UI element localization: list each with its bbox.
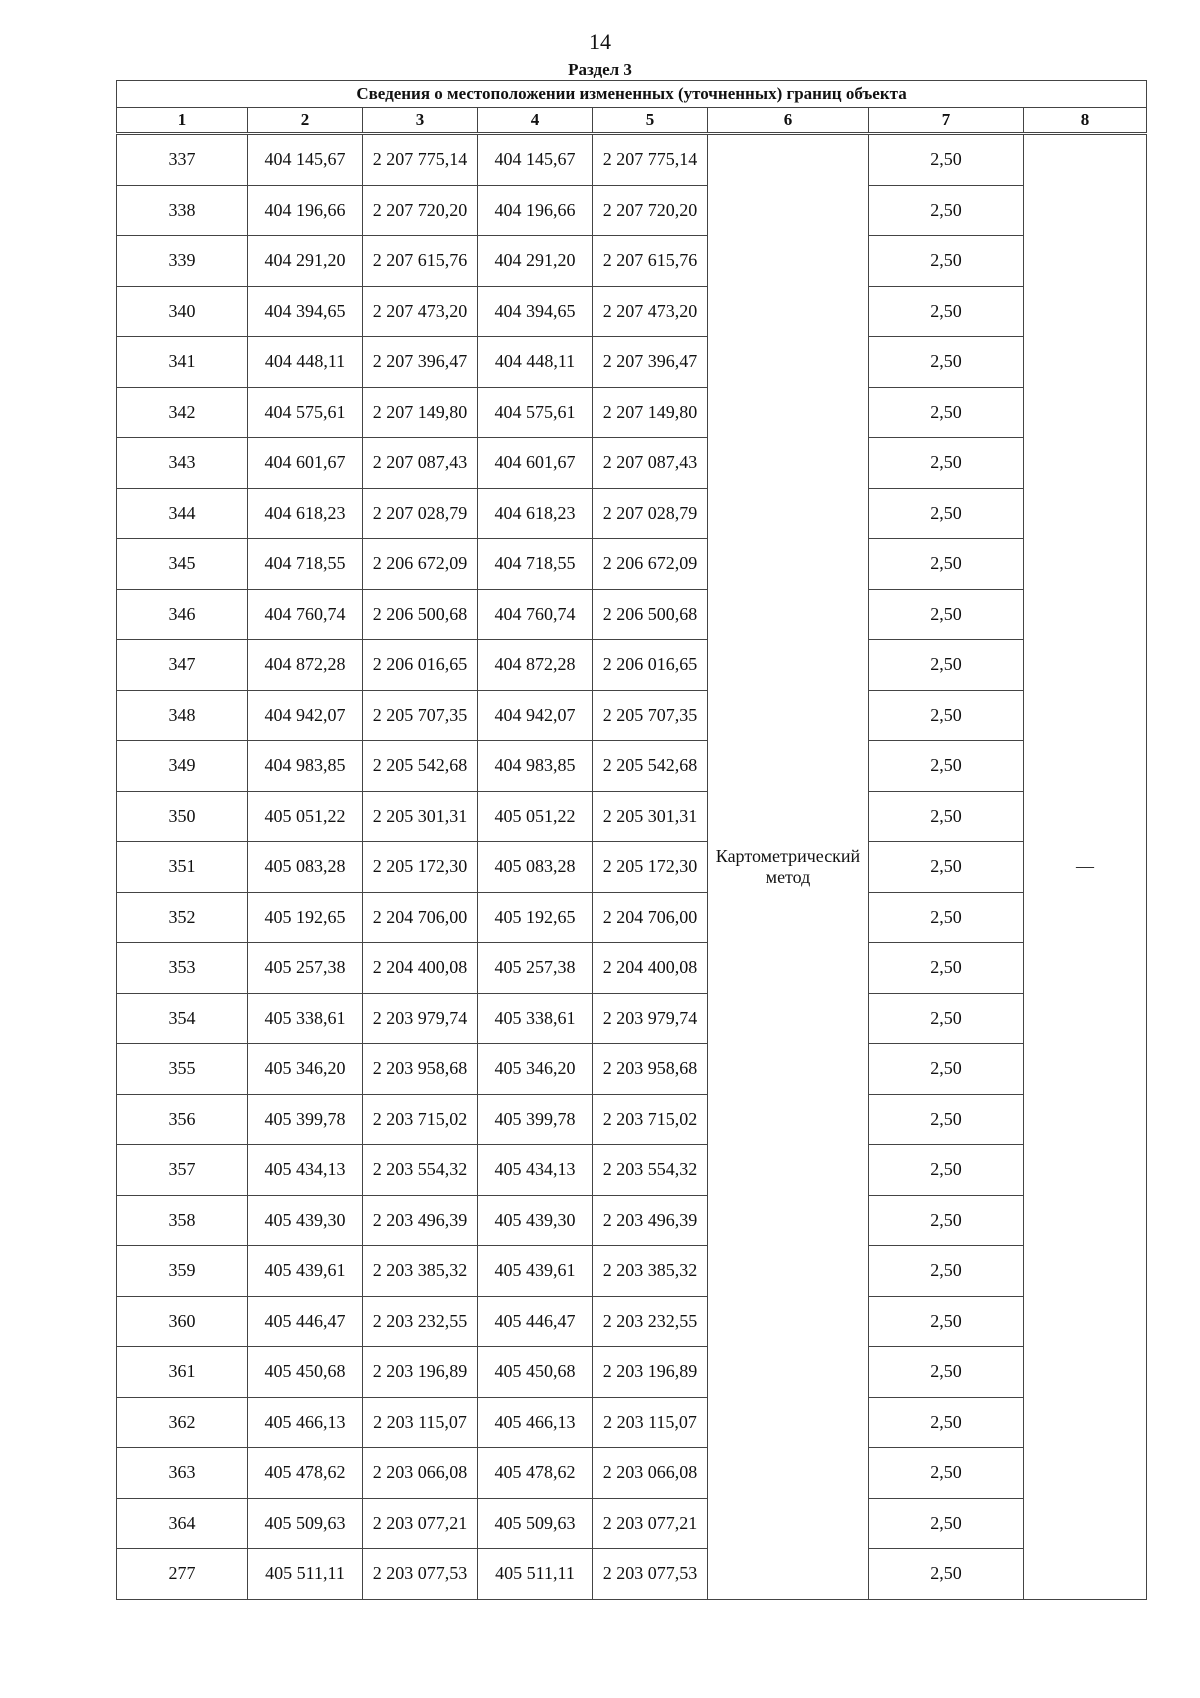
- table-row: [117, 993, 1147, 1044]
- table-row: [117, 1347, 1147, 1398]
- existing-y-cell: 2 203 979,74: [363, 993, 478, 1044]
- accuracy-cell: 2,50: [869, 589, 1024, 640]
- table-row: [117, 1044, 1147, 1095]
- accuracy-cell: 2,50: [869, 1246, 1024, 1297]
- table-row: [117, 690, 1147, 741]
- refined-x-cell: 405 439,30: [478, 1195, 593, 1246]
- column-number-row: [117, 108, 1147, 134]
- refined-y-cell: 2 207 396,47: [593, 337, 708, 388]
- refined-x-cell: 404 448,11: [478, 337, 593, 388]
- table-row: [117, 589, 1147, 640]
- accuracy-cell: 2,50: [869, 1195, 1024, 1246]
- existing-x-cell: 405 509,63: [248, 1498, 363, 1549]
- table-row: [117, 387, 1147, 438]
- table-title: Сведения о местоположении измененных (уточненных) границ объекта: [117, 81, 1147, 108]
- method-text: Картометрический метод: [715, 845, 861, 887]
- existing-y-cell: 2 205 707,35: [363, 690, 478, 741]
- refined-y-cell: 2 207 720,20: [593, 185, 708, 236]
- existing-x-cell: 405 083,28: [248, 842, 363, 893]
- refined-x-cell: 404 872,28: [478, 640, 593, 691]
- boundary-coordinates-table: [116, 80, 1147, 1600]
- refined-x-cell: 404 196,66: [478, 185, 593, 236]
- refined-y-cell: 2 206 500,68: [593, 589, 708, 640]
- point-number-cell: 344: [117, 488, 248, 539]
- point-number-cell: 362: [117, 1397, 248, 1448]
- refined-x-cell: 404 718,55: [478, 539, 593, 590]
- existing-x-cell: 405 399,78: [248, 1094, 363, 1145]
- accuracy-cell: 2,50: [869, 1296, 1024, 1347]
- refined-x-cell: 405 509,63: [478, 1498, 593, 1549]
- existing-y-cell: 2 203 115,07: [363, 1397, 478, 1448]
- point-number-cell: 337: [117, 134, 248, 186]
- refined-x-cell: 405 399,78: [478, 1094, 593, 1145]
- point-number-cell: 356: [117, 1094, 248, 1145]
- accuracy-cell: 2,50: [869, 387, 1024, 438]
- point-number-cell: 352: [117, 892, 248, 943]
- existing-x-cell: 405 192,65: [248, 892, 363, 943]
- refined-x-cell: 404 942,07: [478, 690, 593, 741]
- table-row: [117, 1145, 1147, 1196]
- existing-y-cell: 2 207 149,80: [363, 387, 478, 438]
- accuracy-cell: 2,50: [869, 842, 1024, 893]
- table-row: [117, 791, 1147, 842]
- point-number-cell: 361: [117, 1347, 248, 1398]
- existing-x-cell: 404 872,28: [248, 640, 363, 691]
- existing-y-cell: 2 205 172,30: [363, 842, 478, 893]
- table-row: [117, 842, 1147, 893]
- point-number-cell: 340: [117, 286, 248, 337]
- accuracy-cell: 2,50: [869, 1549, 1024, 1600]
- refined-y-cell: 2 207 775,14: [593, 134, 708, 186]
- table-row: [117, 337, 1147, 388]
- existing-y-cell: 2 203 077,53: [363, 1549, 478, 1600]
- refined-x-cell: 405 257,38: [478, 943, 593, 994]
- existing-x-cell: 404 718,55: [248, 539, 363, 590]
- refined-x-cell: 405 338,61: [478, 993, 593, 1044]
- existing-y-cell: 2 204 400,08: [363, 943, 478, 994]
- refined-y-cell: 2 203 715,02: [593, 1094, 708, 1145]
- column-number-7: 7: [869, 108, 1024, 134]
- existing-y-cell: 2 207 775,14: [363, 134, 478, 186]
- table-row: [117, 892, 1147, 943]
- refined-y-cell: 2 203 232,55: [593, 1296, 708, 1347]
- refined-x-cell: 405 446,47: [478, 1296, 593, 1347]
- page-number: 14: [589, 29, 611, 54]
- point-number-cell: 348: [117, 690, 248, 741]
- table-row: [117, 438, 1147, 489]
- refined-y-cell: 2 203 066,08: [593, 1448, 708, 1499]
- point-number-cell: 342: [117, 387, 248, 438]
- refined-x-cell: 405 478,62: [478, 1448, 593, 1499]
- existing-x-cell: 404 448,11: [248, 337, 363, 388]
- refined-x-cell: 404 983,85: [478, 741, 593, 792]
- existing-y-cell: 2 204 706,00: [363, 892, 478, 943]
- refined-x-cell: 404 601,67: [478, 438, 593, 489]
- table-row: [117, 1296, 1147, 1347]
- column-number-2: 2: [248, 108, 363, 134]
- table-body: [117, 134, 1147, 1600]
- column-8-cell: —: [1024, 134, 1147, 1600]
- existing-y-cell: 2 203 554,32: [363, 1145, 478, 1196]
- point-number-cell: 363: [117, 1448, 248, 1499]
- table-title-row: [117, 81, 1147, 108]
- existing-y-cell: 2 203 958,68: [363, 1044, 478, 1095]
- existing-x-cell: 404 760,74: [248, 589, 363, 640]
- existing-x-cell: 404 983,85: [248, 741, 363, 792]
- refined-x-cell: 405 434,13: [478, 1145, 593, 1196]
- refined-x-cell: 405 511,11: [478, 1549, 593, 1600]
- refined-x-cell: 404 394,65: [478, 286, 593, 337]
- existing-y-cell: 2 207 396,47: [363, 337, 478, 388]
- refined-y-cell: 2 207 149,80: [593, 387, 708, 438]
- existing-y-cell: 2 203 196,89: [363, 1347, 478, 1398]
- existing-y-cell: 2 207 720,20: [363, 185, 478, 236]
- accuracy-cell: 2,50: [869, 1498, 1024, 1549]
- existing-y-cell: 2 206 016,65: [363, 640, 478, 691]
- refined-y-cell: 2 203 077,53: [593, 1549, 708, 1600]
- table-row: [117, 943, 1147, 994]
- accuracy-cell: 2,50: [869, 286, 1024, 337]
- refined-y-cell: 2 205 707,35: [593, 690, 708, 741]
- point-number-cell: 357: [117, 1145, 248, 1196]
- refined-x-cell: 405 051,22: [478, 791, 593, 842]
- existing-x-cell: 405 434,13: [248, 1145, 363, 1196]
- existing-x-cell: 405 511,11: [248, 1549, 363, 1600]
- existing-x-cell: 405 051,22: [248, 791, 363, 842]
- existing-y-cell: 2 207 087,43: [363, 438, 478, 489]
- refined-y-cell: 2 207 615,76: [593, 236, 708, 287]
- accuracy-cell: 2,50: [869, 690, 1024, 741]
- existing-y-cell: 2 207 615,76: [363, 236, 478, 287]
- accuracy-cell: 2,50: [869, 236, 1024, 287]
- refined-x-cell: 404 760,74: [478, 589, 593, 640]
- refined-y-cell: 2 207 473,20: [593, 286, 708, 337]
- accuracy-cell: 2,50: [869, 539, 1024, 590]
- refined-y-cell: 2 204 400,08: [593, 943, 708, 994]
- existing-x-cell: 405 338,61: [248, 993, 363, 1044]
- column-number-4: 4: [478, 108, 593, 134]
- point-number-cell: 338: [117, 185, 248, 236]
- refined-y-cell: 2 205 542,68: [593, 741, 708, 792]
- accuracy-cell: 2,50: [869, 1347, 1024, 1398]
- table-row: [117, 134, 1147, 186]
- refined-y-cell: 2 205 301,31: [593, 791, 708, 842]
- table-row: [117, 1498, 1147, 1549]
- accuracy-cell: 2,50: [869, 1094, 1024, 1145]
- existing-x-cell: 404 291,20: [248, 236, 363, 287]
- refined-y-cell: 2 203 115,07: [593, 1397, 708, 1448]
- table-row: [117, 640, 1147, 691]
- point-number-cell: 359: [117, 1246, 248, 1297]
- existing-y-cell: 2 207 028,79: [363, 488, 478, 539]
- existing-x-cell: 405 450,68: [248, 1347, 363, 1398]
- existing-y-cell: 2 203 077,21: [363, 1498, 478, 1549]
- table-row: [117, 741, 1147, 792]
- existing-x-cell: 404 196,66: [248, 185, 363, 236]
- existing-x-cell: 405 446,47: [248, 1296, 363, 1347]
- point-number-cell: 350: [117, 791, 248, 842]
- existing-x-cell: 404 575,61: [248, 387, 363, 438]
- accuracy-cell: 2,50: [869, 993, 1024, 1044]
- existing-x-cell: 404 601,67: [248, 438, 363, 489]
- point-number-cell: 277: [117, 1549, 248, 1600]
- existing-y-cell: 2 207 473,20: [363, 286, 478, 337]
- point-number-cell: 360: [117, 1296, 248, 1347]
- point-number-cell: 364: [117, 1498, 248, 1549]
- point-number-cell: 347: [117, 640, 248, 691]
- accuracy-cell: 2,50: [869, 892, 1024, 943]
- point-number-cell: 343: [117, 438, 248, 489]
- existing-x-cell: 405 466,13: [248, 1397, 363, 1448]
- refined-y-cell: 2 203 496,39: [593, 1195, 708, 1246]
- accuracy-cell: 2,50: [869, 185, 1024, 236]
- existing-y-cell: 2 205 542,68: [363, 741, 478, 792]
- refined-x-cell: 405 450,68: [478, 1347, 593, 1398]
- refined-y-cell: 2 205 172,30: [593, 842, 708, 893]
- accuracy-cell: 2,50: [869, 1448, 1024, 1499]
- existing-y-cell: 2 205 301,31: [363, 791, 478, 842]
- table-row: [117, 236, 1147, 287]
- point-number-cell: 339: [117, 236, 248, 287]
- refined-y-cell: 2 203 385,32: [593, 1246, 708, 1297]
- refined-x-cell: 405 346,20: [478, 1044, 593, 1095]
- existing-x-cell: 404 394,65: [248, 286, 363, 337]
- column-number-6: 6: [708, 108, 869, 134]
- accuracy-cell: 2,50: [869, 640, 1024, 691]
- accuracy-cell: 2,50: [869, 791, 1024, 842]
- refined-x-cell: 404 145,67: [478, 134, 593, 186]
- existing-x-cell: 404 942,07: [248, 690, 363, 741]
- refined-x-cell: 404 291,20: [478, 236, 593, 287]
- existing-y-cell: 2 203 385,32: [363, 1246, 478, 1297]
- existing-y-cell: 2 203 496,39: [363, 1195, 478, 1246]
- table-row: [117, 185, 1147, 236]
- refined-x-cell: 405 192,65: [478, 892, 593, 943]
- existing-y-cell: 2 206 672,09: [363, 539, 478, 590]
- point-number-cell: 355: [117, 1044, 248, 1095]
- refined-y-cell: 2 204 706,00: [593, 892, 708, 943]
- table-row: [117, 286, 1147, 337]
- refined-y-cell: 2 203 077,21: [593, 1498, 708, 1549]
- existing-y-cell: 2 206 500,68: [363, 589, 478, 640]
- refined-y-cell: 2 206 672,09: [593, 539, 708, 590]
- existing-y-cell: 2 203 232,55: [363, 1296, 478, 1347]
- accuracy-cell: 2,50: [869, 488, 1024, 539]
- refined-x-cell: 405 466,13: [478, 1397, 593, 1448]
- existing-x-cell: 405 478,62: [248, 1448, 363, 1499]
- point-number-cell: 358: [117, 1195, 248, 1246]
- refined-y-cell: 2 203 554,32: [593, 1145, 708, 1196]
- refined-y-cell: 2 207 087,43: [593, 438, 708, 489]
- existing-y-cell: 2 203 715,02: [363, 1094, 478, 1145]
- existing-y-cell: 2 203 066,08: [363, 1448, 478, 1499]
- refined-y-cell: 2 206 016,65: [593, 640, 708, 691]
- column-number-3: 3: [363, 108, 478, 134]
- refined-y-cell: 2 203 979,74: [593, 993, 708, 1044]
- existing-x-cell: 404 618,23: [248, 488, 363, 539]
- point-number-cell: 349: [117, 741, 248, 792]
- column-number-8: 8: [1024, 108, 1147, 134]
- accuracy-cell: 2,50: [869, 1044, 1024, 1095]
- table-row: [117, 1397, 1147, 1448]
- column-number-1: 1: [117, 108, 248, 134]
- accuracy-cell: 2,50: [869, 943, 1024, 994]
- point-number-cell: 341: [117, 337, 248, 388]
- point-number-cell: 353: [117, 943, 248, 994]
- accuracy-cell: 2,50: [869, 134, 1024, 186]
- point-number-cell: 354: [117, 993, 248, 1044]
- existing-x-cell: 404 145,67: [248, 134, 363, 186]
- table-row: [117, 1549, 1147, 1600]
- existing-x-cell: 405 439,61: [248, 1246, 363, 1297]
- table-row: [117, 1094, 1147, 1145]
- existing-x-cell: 405 346,20: [248, 1044, 363, 1095]
- table-row: [117, 539, 1147, 590]
- existing-x-cell: 405 257,38: [248, 943, 363, 994]
- refined-x-cell: 405 439,61: [478, 1246, 593, 1297]
- method-cell: [708, 134, 869, 1600]
- accuracy-cell: 2,50: [869, 741, 1024, 792]
- section-title: Раздел 3: [568, 60, 632, 79]
- table-row: [117, 488, 1147, 539]
- refined-y-cell: 2 203 196,89: [593, 1347, 708, 1398]
- refined-y-cell: 2 207 028,79: [593, 488, 708, 539]
- accuracy-cell: 2,50: [869, 337, 1024, 388]
- point-number-cell: 351: [117, 842, 248, 893]
- column-number-5: 5: [593, 108, 708, 134]
- accuracy-cell: 2,50: [869, 438, 1024, 489]
- point-number-cell: 345: [117, 539, 248, 590]
- point-number-cell: 346: [117, 589, 248, 640]
- existing-x-cell: 405 439,30: [248, 1195, 363, 1246]
- refined-y-cell: 2 203 958,68: [593, 1044, 708, 1095]
- table-row: [117, 1246, 1147, 1297]
- refined-x-cell: 405 083,28: [478, 842, 593, 893]
- table-row: [117, 1195, 1147, 1246]
- refined-x-cell: 404 618,23: [478, 488, 593, 539]
- refined-x-cell: 404 575,61: [478, 387, 593, 438]
- table-row: [117, 1448, 1147, 1499]
- accuracy-cell: 2,50: [869, 1145, 1024, 1196]
- accuracy-cell: 2,50: [869, 1397, 1024, 1448]
